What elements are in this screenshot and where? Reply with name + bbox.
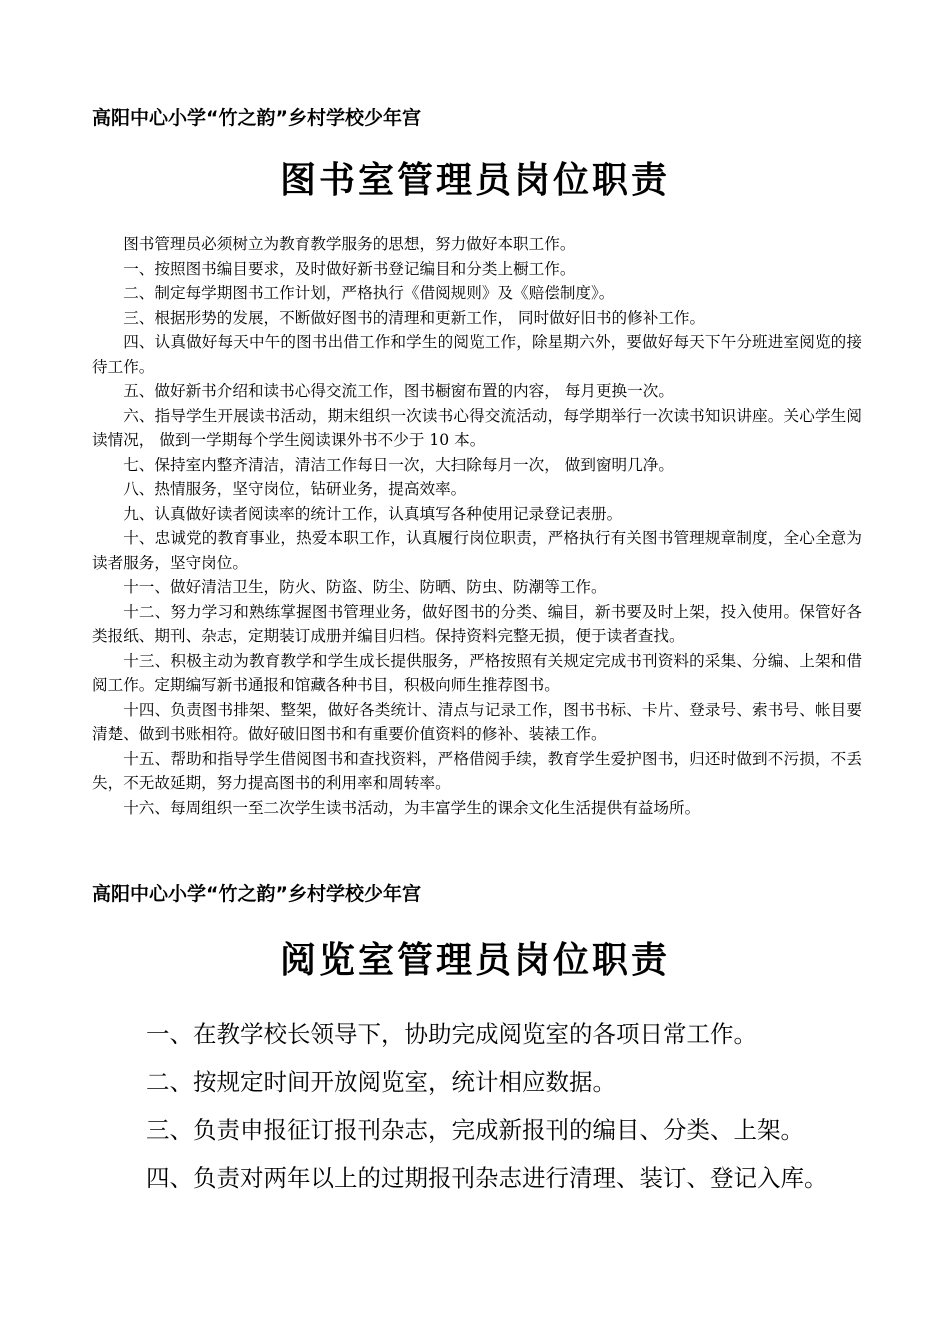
library-duties-body [92,232,862,820]
duty-item-12: 十二、努力学习和熟练掌握图书管理业务，做好图书的分类、编目，新书要及时上架，投入使用。保管好各类报纸、期刊、杂志，定期装订成册并编目归档。保持资料完整无损，便于读者查找。 [92,602,862,645]
intro-paragraph: 图书管理员必须树立为教育教学服务的思想，努力做好本职工作。 [123,235,576,253]
reading-duty-item-3: 三、负责申报征订报刊杂志，完成新报刊的编目、分类、上架。 [146,1116,805,1144]
duty-item-4: 四、认真做好每天中午的图书出借工作和学生的阅览工作，除星期六外，要做好每天下午分班进室阅览的接待工作。 [92,333,862,376]
school-name-header: 高阳中心小学“竹之韵”乡村学校少年宫 [92,107,421,129]
duty-item-11: 十一、做好清洁卫生，防火、防盗、防尘、防晒、防虫、防潮等工作。 [123,578,607,596]
reading-room-duties-body [92,1010,892,1202]
school-name-header-2: 高阳中心小学“竹之韵”乡村学校少年宫 [92,883,421,905]
duty-item-2: 二、制定每学期图书工作计划，严格执行《借阅规则》及《赔偿制度》。 [123,284,615,302]
duty-item-16: 十六、每周组织一至二次学生读书活动，为丰富学生的课余文化生活提供有益场所。 [123,798,701,817]
reading-room-duties-title: 阅览室管理员岗位职责 [279,939,670,981]
duty-item-1: 一、按照图书编目要求，及时做好新书登记编目和分类上橱工作。 [123,259,576,278]
reading-duty-item-1: 一、在教学校长领导下，协助完成阅览室的各项日常工作。 [146,1020,758,1048]
duty-item-15: 十五、帮助和指导学生借阅图书和查找资料，严格借阅手续，教育学生爱护图书，归还时做到不污损，不丢失，不无故延期，努力提高图书的利用率和周转率。 [92,749,862,792]
reading-duty-item-2: 二、按规定时间开放阅览室，统计相应数据。 [146,1068,617,1096]
duty-item-6: 六、指导学生开展读书活动，期末组织一次读书心得交流活动，每学期举行一次读书知识讲座。关心学生阅读情况， 做到一学期每个学生阅读课外书不少于 10 本。 [92,406,862,449]
duty-item-7: 七、保持室内整齐清洁，清洁工作每日一次，大扫除每月一次， 做到窗明几净。 [123,455,674,474]
duty-item-8: 八、热情服务，坚守岗位，钻研业务，提高效率。 [123,480,467,498]
duty-item-10: 十、忠诚党的教育事业，热爱本职工作，认真履行岗位职责，严格执行有关图书管理规章制度，全心全意为读者服务，坚守岗位。 [92,529,862,572]
library-duties-title: 图书室管理员岗位职责 [279,159,670,201]
duty-item-9: 九、认真做好读者阅读率的统计工作，认真填写各种使用记录登记表册。 [123,504,623,523]
duty-item-14: 十四、负责图书排架、整架，做好各类统计、清点与记录工作，图书书标、卡片、登录号、索书号、帐目要清楚、做到书账相符。做好破旧图书和有重要价值资料的修补、装裱工作。 [92,700,862,743]
reading-duty-item-4: 四、负责对两年以上的过期报刊杂志进行清理、装订、登记入库。 [146,1164,828,1192]
duty-item-5: 五、做好新书介绍和读书心得交流工作，图书橱窗布置的内容， 每月更换一次。 [123,382,674,400]
duty-item-13: 十三、积极主动为教育教学和学生成长提供服务，严格按照有关规定完成书刊资料的采集、分编、上架和借阅工作。定期编写新书通报和馆藏各种书目，积极向师生推荐图书。 [92,651,862,694]
duty-item-3: 三、根据形势的发展，不断做好图书的清理和更新工作， 同时做好旧书的修补工作。 [123,308,706,327]
